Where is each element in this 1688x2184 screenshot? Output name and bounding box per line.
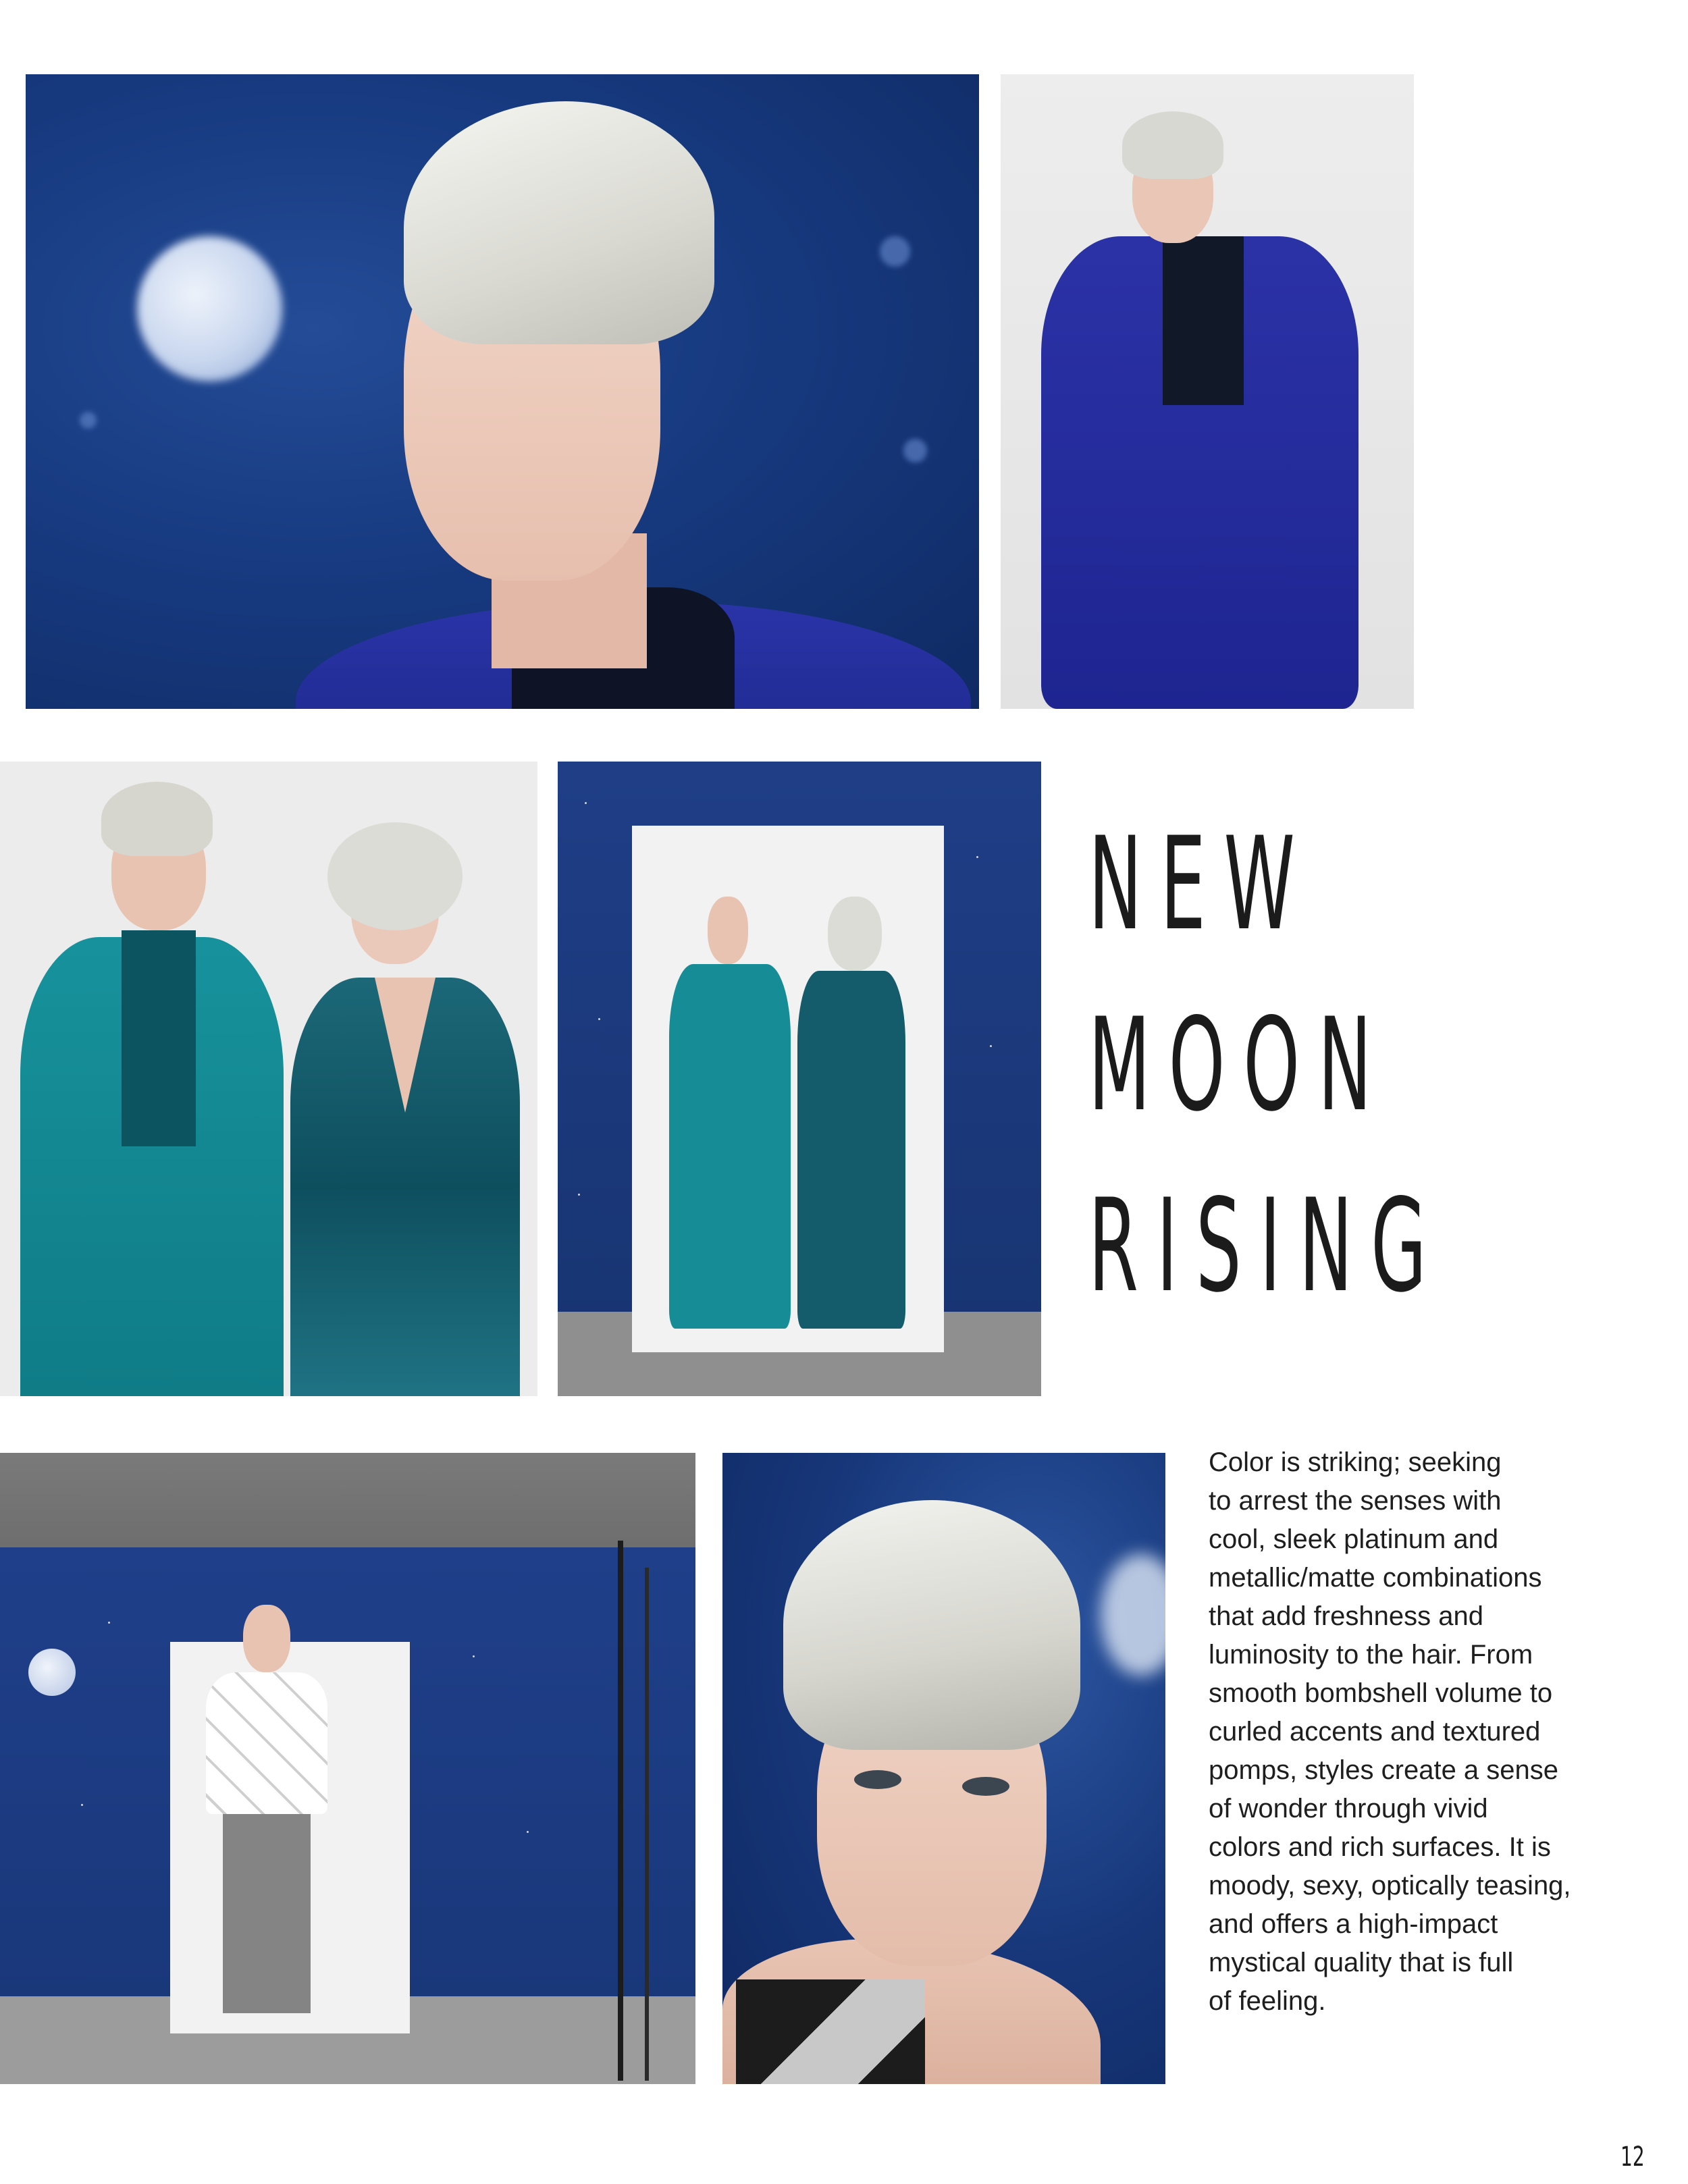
- woman-metallic-jumpsuit: [797, 971, 905, 1329]
- body-line: pomps, styles create a sense: [1209, 1755, 1559, 1785]
- body-line: metallic/matte combinations: [1209, 1563, 1542, 1593]
- moon-shape: [28, 1649, 76, 1696]
- moon-glow: [1101, 1554, 1165, 1676]
- platinum-pompadour-hair: [783, 1500, 1080, 1750]
- light-stand: [645, 1568, 649, 2081]
- bokeh-dot: [80, 412, 97, 429]
- photo-woman-closeup: [722, 1453, 1165, 2084]
- curly-platinum-hair: [327, 822, 463, 930]
- jumpsuit-neckline: [375, 978, 436, 1113]
- photo-man-closeup-moon: [26, 74, 979, 709]
- dark-shirt: [1163, 236, 1244, 405]
- star: [976, 856, 978, 858]
- photo-man-marble-sweater: [0, 1453, 695, 2084]
- headline-line-3: RISING: [1088, 1171, 1445, 1321]
- bokeh-dot: [903, 439, 927, 462]
- teal-shirt: [122, 930, 196, 1146]
- photo-couple-teal: [0, 762, 537, 1396]
- body-line: mystical quality that is full: [1209, 1948, 1514, 1977]
- star: [527, 1831, 529, 1833]
- page-number: 12: [1620, 2141, 1645, 2173]
- body-line: cool, sleek platinum and: [1209, 1524, 1499, 1554]
- star: [108, 1622, 110, 1624]
- body-line: Color is striking; seeking: [1209, 1447, 1502, 1477]
- curly-platinum-hair: [828, 897, 882, 971]
- star: [473, 1655, 475, 1657]
- body-text: [1209, 1443, 1614, 2021]
- face: [708, 897, 748, 964]
- platinum-hair: [1122, 111, 1223, 179]
- star: [585, 802, 587, 804]
- eye: [962, 1777, 1009, 1796]
- bokeh-dot: [880, 236, 910, 267]
- grey-pants: [223, 1811, 311, 2013]
- body-line: to arrest the senses with: [1209, 1486, 1502, 1516]
- face: [243, 1605, 290, 1672]
- body-line: moody, sexy, optically teasing,: [1209, 1871, 1571, 1900]
- platinum-hair: [404, 101, 714, 344]
- man-teal-suit: [669, 964, 791, 1329]
- eye: [854, 1770, 901, 1789]
- marble-sweater: [206, 1672, 327, 1814]
- photo-couple-board: [558, 762, 1041, 1396]
- star: [598, 1018, 600, 1020]
- moon-shape: [137, 236, 282, 381]
- star: [990, 1045, 992, 1047]
- platinum-hair: [101, 782, 213, 856]
- body-line: that add freshness and: [1209, 1601, 1483, 1631]
- body-line: smooth bombshell volume to: [1209, 1678, 1553, 1708]
- body-line: luminosity to the hair. From: [1209, 1640, 1533, 1670]
- headline: [1088, 809, 1669, 1363]
- headline-line-2: MOON: [1088, 990, 1390, 1140]
- body-line: of wonder through vivid: [1209, 1794, 1488, 1823]
- body-line: and offers a high-impact: [1209, 1909, 1498, 1939]
- body-line: curled accents and textured: [1209, 1717, 1541, 1747]
- headline-line-1: NEW: [1088, 809, 1313, 959]
- body-line: colors and rich surfaces. It is: [1209, 1832, 1551, 1862]
- photo-man-blue-suit: [1001, 74, 1414, 709]
- metallic-top: [736, 1979, 925, 2084]
- body-line: of feeling.: [1209, 1986, 1326, 2016]
- star: [578, 1194, 580, 1196]
- star: [81, 1804, 83, 1806]
- light-stand: [618, 1541, 623, 2081]
